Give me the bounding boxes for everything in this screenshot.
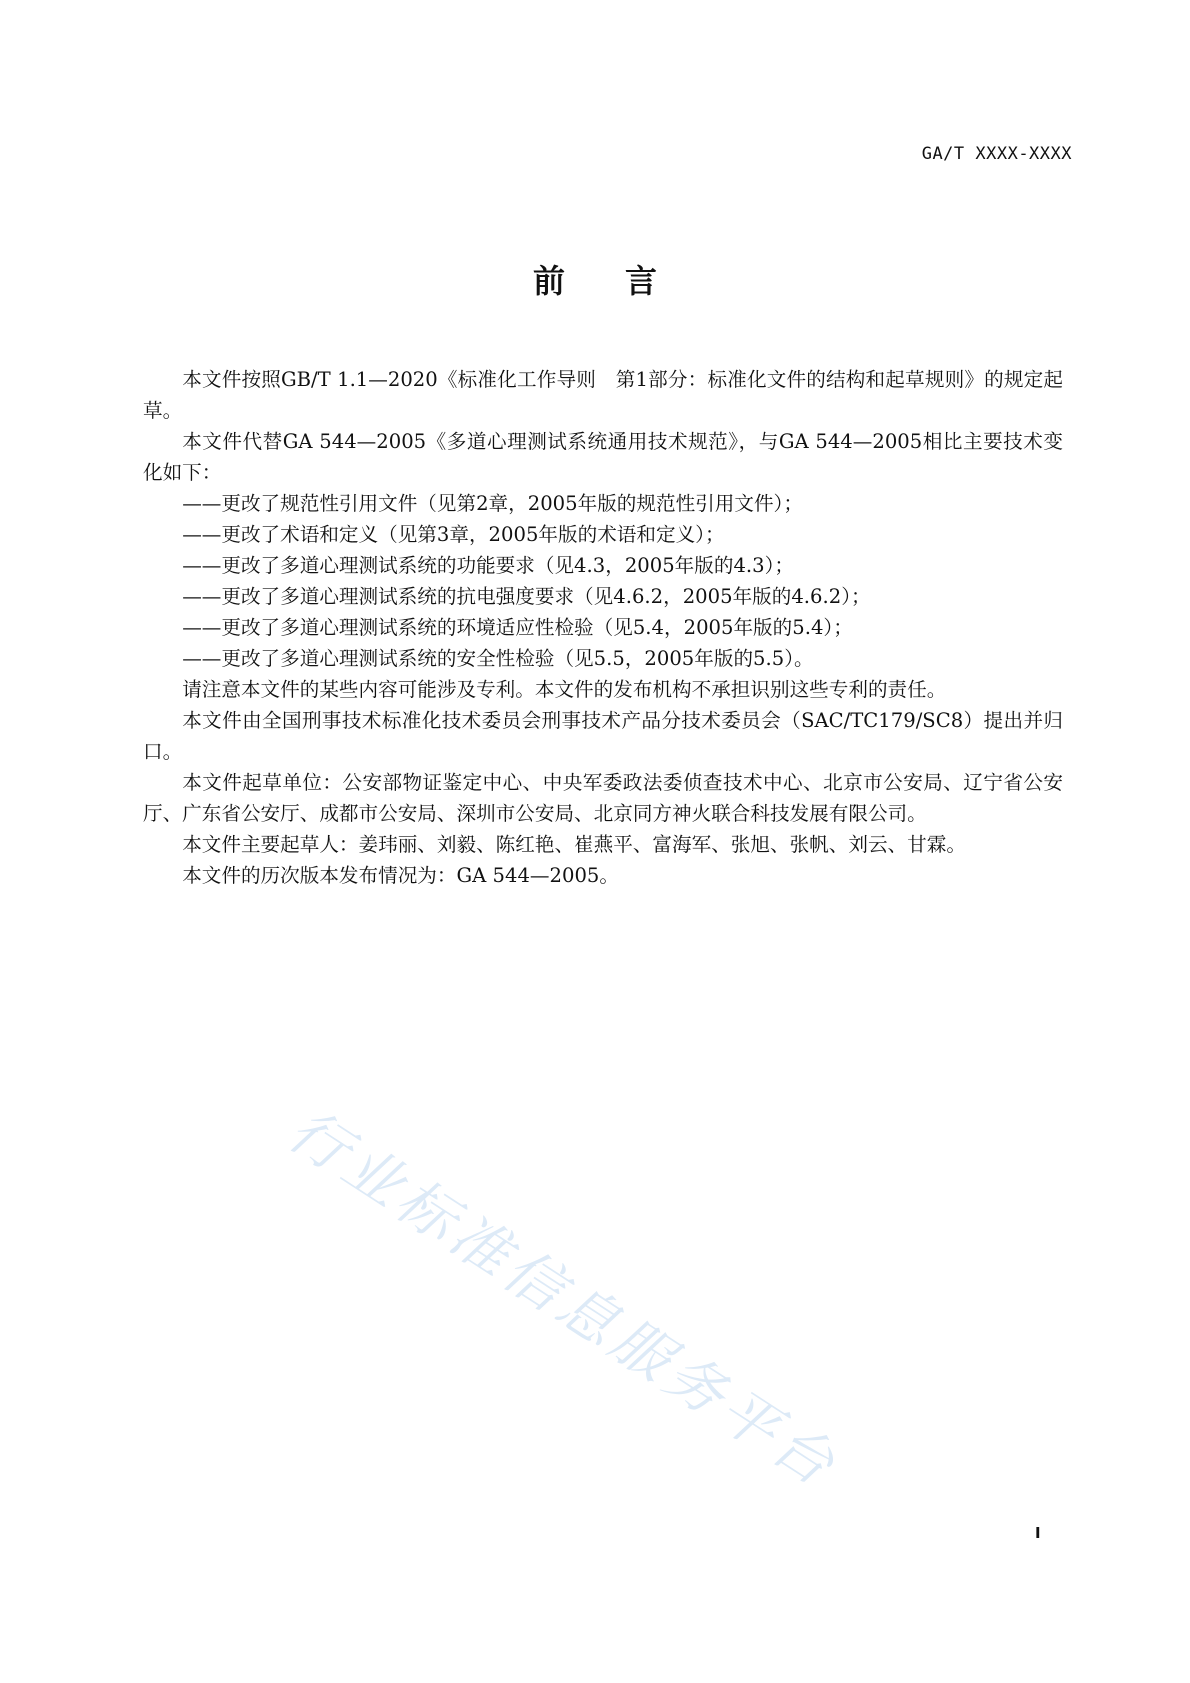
page-number: I: [1035, 1524, 1041, 1542]
paragraph: 本文件主要起草人：姜玮丽、刘毅、陈红艳、崔燕平、富海军、张旭、张帆、刘云、甘霖。: [182, 833, 966, 856]
paragraph: 请注意本文件的某些内容可能涉及专利。本文件的发布机构不承担识别这些专利的责任。: [182, 678, 947, 701]
list-item: ——更改了多道心理测试系统的抗电强度要求（见4.6.2，2005年版的4.6.2）；: [182, 585, 871, 608]
paragraph: 本文件代替GA 544—2005《多道心理测试系统通用技术规范》，与GA 544—2005相比主要技术变化如下：: [143, 430, 1063, 484]
list-item: ——更改了多道心理测试系统的安全性检验（见5.5，2005年版的5.5）。: [182, 647, 814, 670]
standard-code: GA/T XXXX-XXXX: [921, 144, 1072, 164]
paragraph: 本文件由全国刑事技术标准化技术委员会刑事技术产品分技术委员会（SAC/TC179/SC8）提出并归口。: [143, 709, 1063, 763]
list-item: ——更改了术语和定义（见第3章，2005年版的术语和定义）；: [182, 523, 725, 546]
page-title: 前言: [532, 262, 717, 300]
paragraph: 本文件起草单位：公安部物证鉴定中心、中央军委政法委侦查技术中心、北京市公安局、辽宁省公安厅、广东省公安厅、成都市公安局、深圳市公安局、北京同方神火联合科技发展有限公司。: [143, 771, 1063, 825]
watermark: 行业标准信息服务平台: [276, 1095, 851, 1502]
paragraph: 本文件的历次版本发布情况为：GA 544—2005。: [182, 864, 619, 887]
list-item: ——更改了规范性引用文件（见第2章，2005年版的规范性引用文件）；: [182, 492, 803, 515]
foreword-body: [143, 364, 1063, 891]
list-item: ——更改了多道心理测试系统的环境适应性检验（见5.4，2005年版的5.4）；: [182, 616, 853, 639]
list-item: ——更改了多道心理测试系统的功能要求（见4.3，2005年版的4.3）；: [182, 554, 795, 577]
paragraph: 本文件按照GB/T 1.1—2020《标准化工作导则 第1部分：标准化文件的结构和起草规则》的规定起草。: [143, 368, 1063, 422]
